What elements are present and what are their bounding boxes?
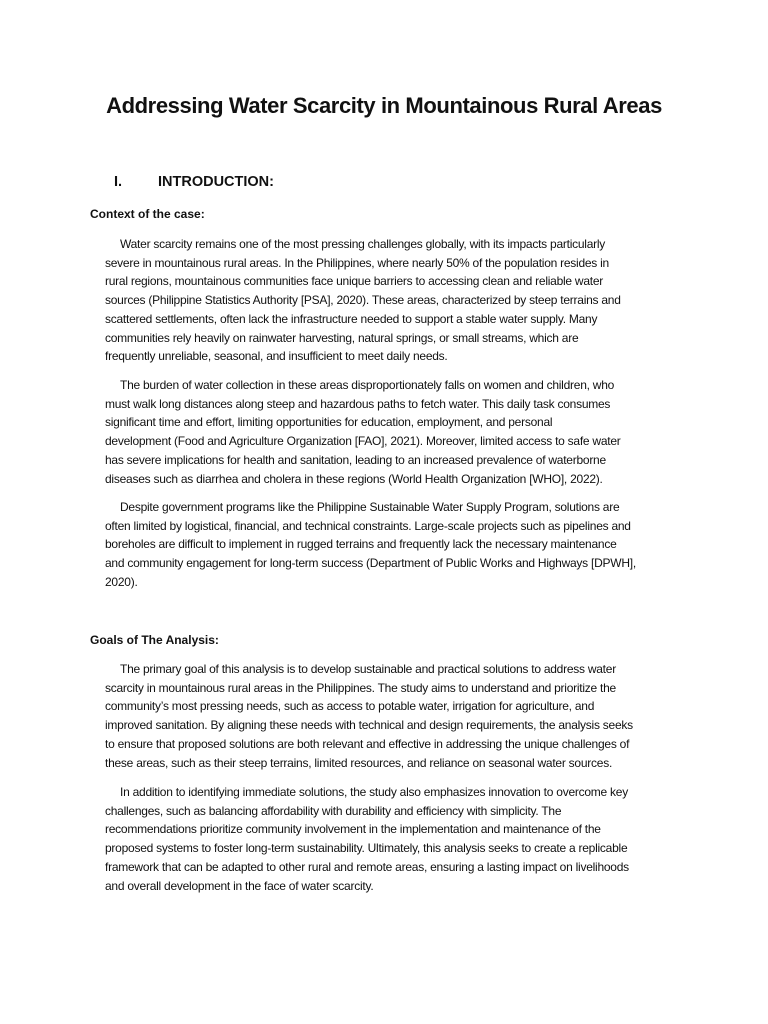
section-title: INTRODUCTION:	[158, 174, 274, 190]
text-line: improved sanitation. By aligning these needs with technical and design requirements, the analysis seeks	[105, 718, 633, 733]
text-line: Water scarcity remains one of the most pressing challenges globally, with its impacts particularly	[120, 237, 606, 251]
text-line: diseases such as diarrhea and cholera in these regions (World Health Organization [WHO], 2022).	[105, 471, 603, 486]
text-line: 2020).	[105, 574, 138, 589]
text-line: to ensure that proposed solutions are both relevant and effective in addressing the unique challenges of	[105, 736, 630, 751]
context-paragraph-3	[90, 498, 680, 592]
document-title: Addressing Water Scarcity in Mountainous Rural Areas	[106, 93, 662, 118]
text-line: community’s most pressing needs, such as access to potable water, irrigation for agriculture, and	[105, 699, 595, 714]
context-paragraph-2	[90, 376, 680, 488]
text-line: boreholes are difficult to implement in rugged terrains and frequently lack the necessary maintenance	[105, 537, 617, 552]
goals-heading: Goals of The Analysis:	[90, 633, 219, 647]
text-line: challenges, such as balancing affordability with durability and efficiency with simplicity. The	[105, 803, 562, 818]
text-line: significant time and effort, limiting opportunities for education, employment, and personal	[105, 415, 553, 430]
goals-paragraph-1	[90, 660, 680, 772]
goals-paragraph-2	[90, 783, 680, 895]
text-line: rural regions, mountainous communities face unique barriers to accessing clean and reliable water	[105, 274, 604, 289]
context-heading: Context of the case:	[90, 207, 205, 221]
text-line: framework that can be adapted to other rural and remote areas, ensuring a lasting impact on livelihoods	[105, 859, 629, 874]
text-line: Despite government programs like the Philippine Sustainable Water Supply Program, solutions are	[120, 500, 620, 514]
section-heading	[114, 174, 274, 190]
text-line: must walk long distances along steep and hazardous paths to fetch water. This daily task consumes	[105, 396, 611, 411]
text-line: and overall development in the face of water scarcity.	[105, 878, 374, 893]
text-line: often limited by logistical, financial, and technical constraints. Large-scale projects such as pipelines and	[105, 518, 631, 533]
text-line: and community engagement for long-term success (Department of Public Works and Highways [DPWH],	[105, 556, 636, 571]
text-line: recommendations prioritize community involvement in the implementation and maintenance of the	[105, 822, 601, 837]
text-line: scattered settlements, often lack the infrastructure needed to support a stable water supply. Many	[105, 311, 598, 326]
text-line: severe in mountainous rural areas. In the Philippines, where nearly 50% of the population resides in	[105, 255, 609, 270]
text-line: The burden of water collection in these areas disproportionately falls on women and children, who	[120, 378, 615, 392]
text-line: has severe implications for health and sanitation, leading to an increased prevalence of waterborne	[105, 452, 606, 467]
text-line: these areas, such as their steep terrains, limited resources, and reliance on seasonal water sources.	[105, 755, 613, 770]
text-line: frequently unreliable, seasonal, and insufficient to meet daily needs.	[105, 349, 448, 364]
text-line: The primary goal of this analysis is to develop sustainable and practical solutions to address water	[120, 662, 616, 676]
section-number: I.	[114, 174, 123, 190]
text-line: communities rely heavily on rainwater harvesting, natural springs, or small streams, which are	[105, 330, 579, 345]
text-line: scarcity in mountainous rural areas in the Philippines. The study aims to understand and prioritize the	[105, 680, 616, 695]
text-line: proposed systems to foster long-term sustainability. Ultimately, this analysis seeks to create a replicable	[105, 841, 628, 856]
text-line: In addition to identifying immediate solutions, the study also emphasizes innovation to overcome key	[120, 785, 628, 799]
context-paragraph-1	[90, 235, 680, 366]
text-line: sources (Philippine Statistics Authority [PSA], 2020). These areas, characterized by steep terrains and	[105, 293, 621, 308]
text-line: development (Food and Agriculture Organization [FAO], 2021). Moreover, limited access to safe water	[105, 434, 621, 449]
